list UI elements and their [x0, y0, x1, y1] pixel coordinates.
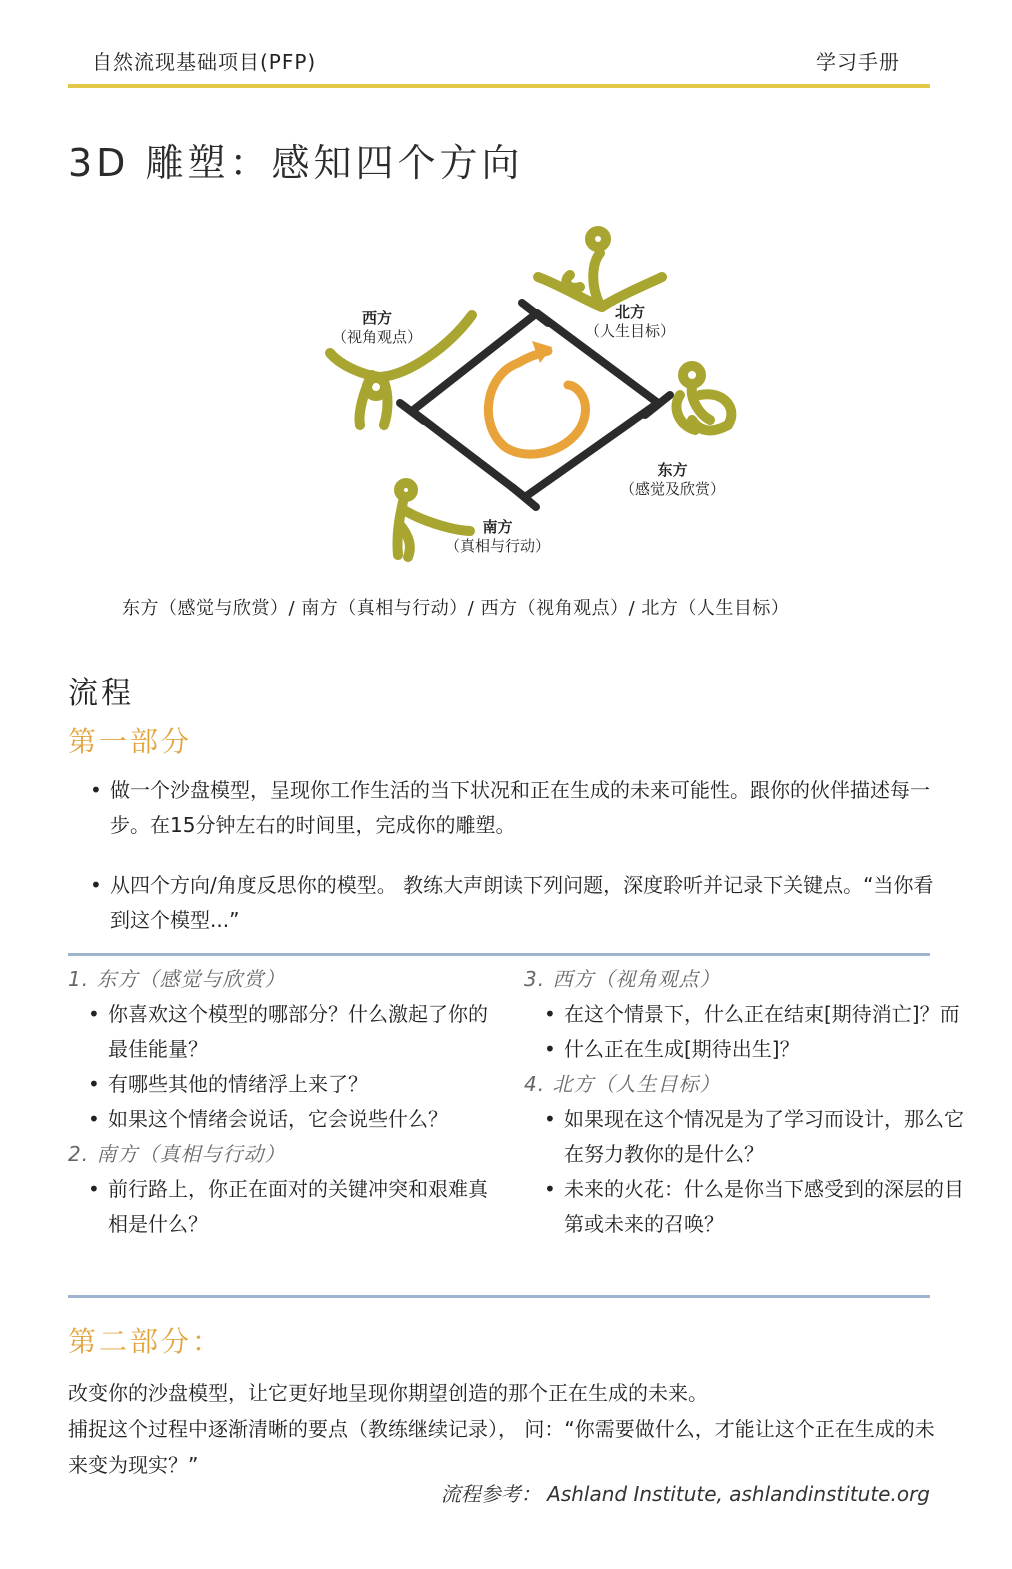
diagram-caption: 东方（感觉与欣赏）/ 南方（真相与行动）/ 西方（视角观点）/ 北方（人生目标） — [122, 598, 790, 619]
north-question-1: • 如果现在这个情况是为了学习而设计，那么它在努力教你的是什么？ — [544, 1107, 964, 1166]
part2-line-2: 捕捉这个过程中逐渐清晰的要点（教练继续记录）， 问：“你需要做什么，才能让这个正在生成的未来变为现实？” — [68, 1417, 935, 1477]
east-question-3: • 如果这个情绪会说话，它会说些什么？ — [88, 1107, 448, 1131]
east-question-3-text: 如果这个情绪会说话，它会说些什么？ — [108, 1107, 448, 1131]
part1-bullet-1-text: 做一个沙盘模型，呈现你工作生活的当下状况和正在生成的未来可能性。跟你的伙伴描述每一步。在15分钟左右的时间里，完成你的雕塑。 — [110, 778, 930, 837]
east-question-heading: 1. 东方（感觉与欣赏） — [68, 967, 286, 991]
north-question-2: • 未来的火花：什么是你当下感受到的深层的目第或未来的召唤？ — [544, 1177, 964, 1236]
east-subtitle: （感觉及欣赏） — [619, 480, 725, 498]
east-question-1-text: 你喜欢这个模型的哪部分？什么激起了你的最佳能量？ — [108, 1002, 488, 1061]
south-subtitle: （真相与行动） — [444, 537, 550, 555]
divider-top — [68, 953, 930, 956]
south-question-1-text: 前行路上，你正在面对的关键冲突和艰难真相是什么？ — [108, 1177, 488, 1236]
west-question-heading: 3. 西方（视角观点） — [524, 967, 721, 991]
east-question-2: • 有哪些其他的情绪浮上来了？ — [88, 1072, 368, 1096]
header-title: 自然流现基础项目(PFP) — [92, 50, 317, 74]
section-title-process: 流程 — [68, 676, 134, 711]
part1-bullet-1 — [90, 773, 950, 843]
part2-title: 第二部分： — [68, 1325, 224, 1358]
part2-line-1: 改变你的沙盘模型，让它更好地呈现你期望创造的那个正在生成的未来。 — [68, 1381, 708, 1405]
south-question-heading: 2. 南方（真相与行动） — [68, 1142, 286, 1166]
questions-right-column — [524, 962, 964, 1242]
east-label — [610, 461, 735, 499]
four-directions-diagram — [300, 225, 750, 570]
part1-title: 第一部分 — [68, 725, 193, 758]
bullet-dot: • — [90, 778, 102, 802]
east-question-1: • 你喜欢这个模型的哪部分？什么激起了你的最佳能量？ — [88, 1002, 488, 1061]
west-question-1-text: 在这个情景下，什么正在结束[期待消亡]？而 — [564, 1002, 960, 1026]
west-question-1: • 在这个情景下，什么正在结束[期待消亡]？而 — [544, 1002, 960, 1026]
north-figure-icon — [538, 231, 662, 307]
south-label — [435, 518, 560, 556]
north-question-heading: 4. 北方（人生目标） — [524, 1072, 721, 1096]
divider-bottom — [68, 1295, 930, 1298]
east-figure-icon — [676, 366, 731, 430]
west-label — [322, 309, 432, 347]
part1-bullet-2-text: 从四个方向/角度反思你的模型。 教练大声朗读下列问题，深度聆听并记录下关键点。“当你看到这个模型...” — [110, 873, 934, 932]
north-subtitle: （人生目标） — [584, 322, 675, 340]
north-question-1-text: 如果现在这个情况是为了学习而设计，那么它在努力教你的是什么？ — [564, 1107, 964, 1166]
west-subtitle: （视角观点） — [331, 328, 422, 346]
west-question-2: • 什么正在生成[期待出生]？ — [544, 1037, 800, 1061]
north-question-2-text: 未来的火花：什么是你当下感受到的深层的目第或未来的召唤？ — [564, 1177, 964, 1236]
page-title: 3D 雕塑：感知四个方向 — [68, 141, 524, 185]
south-question-1: • 前行路上，你正在面对的关键冲突和艰难真相是什么？ — [88, 1177, 488, 1236]
questions-left-column — [68, 962, 488, 1242]
south-direction: 南方 — [482, 518, 513, 536]
west-direction: 西方 — [361, 309, 392, 327]
part1-bullet-2 — [90, 868, 950, 938]
circular-arrow-icon — [488, 351, 585, 454]
header-handbook-label: 学习手册 — [816, 50, 900, 74]
east-direction: 东方 — [657, 461, 688, 479]
bullet-dot: • — [90, 873, 102, 897]
footer-reference: 流程参考： Ashland Institute, ashlandinstitute.org — [440, 1482, 930, 1506]
west-question-2-text: 什么正在生成[期待出生]？ — [564, 1037, 800, 1061]
header-rule — [68, 84, 930, 88]
north-label — [575, 303, 685, 341]
east-question-2-text: 有哪些其他的情绪浮上来了？ — [108, 1072, 368, 1096]
north-direction: 北方 — [614, 303, 645, 321]
part2-body — [68, 1375, 948, 1483]
